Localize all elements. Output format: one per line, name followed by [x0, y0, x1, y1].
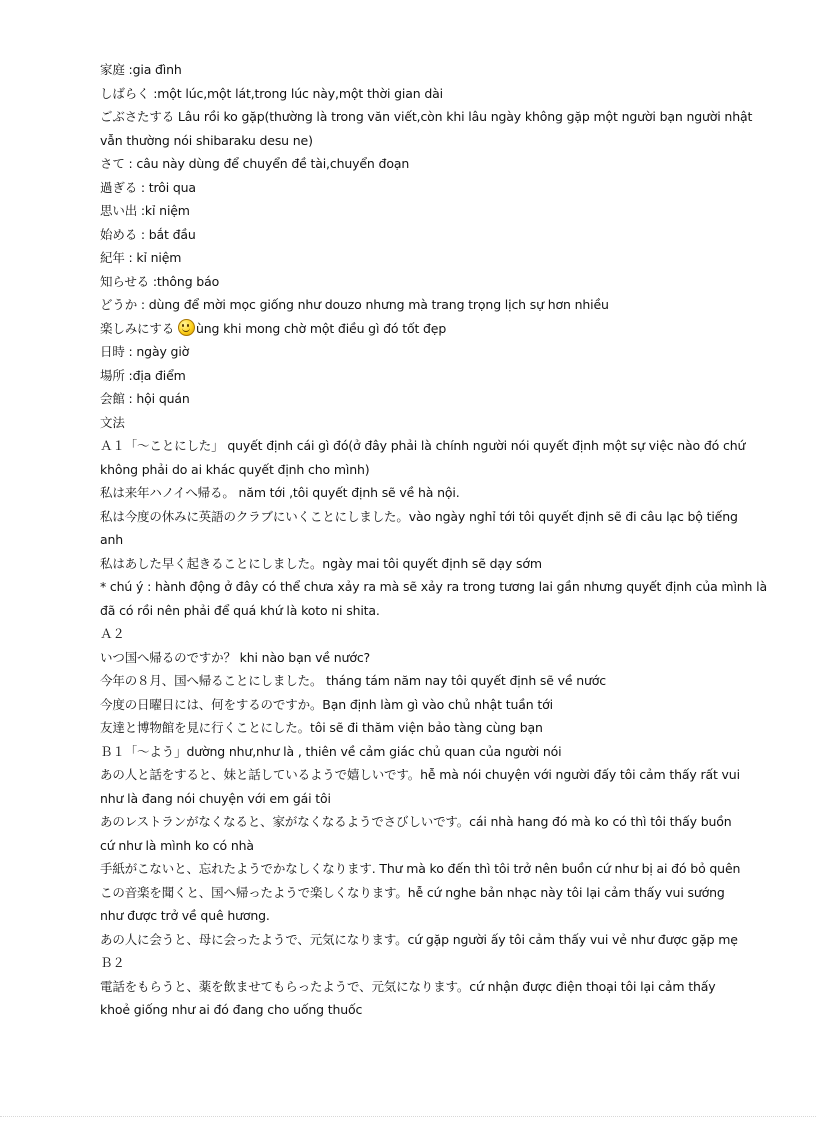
vocab-term-tanoshimi: 楽しみにする: [100, 320, 175, 336]
vocab-line-douka: どうか : dùng để mời mọc giống như douzo nhưng mà trang trọng lịch sự hơn nhiều: [100, 297, 609, 312]
vocab-line-hajimeru: 始める : bắt đầu: [100, 226, 196, 242]
vocab-line-shibaraku: しばらく :một lúc,một lát,trong lúc này,một thời gian dài: [100, 85, 443, 101]
grammar-a2-example-4: 友達と博物館を見に行くことにした。tôi sẽ đi thăm viện bảo tàng cùng bạn: [100, 720, 543, 735]
grammar-b1-example-5: あの人に会うと、母に会ったようで、元気になります。cứ gặp người ấy tôi cảm thấy vui vẻ như được gặp mẹ: [100, 931, 738, 947]
grammar-b1-example-1-cont: như là đang nói chuyện với em gái tôi: [100, 790, 331, 806]
grammar-a1-note: * chú ý : hành động ở đây có thể chưa xảy ra mà sẽ xảy ra trong tương lai gần nhưng quyết định của mình là: [100, 579, 767, 594]
grammar-b2-example-1-cont: khoẻ giống như ai đó đang cho uống thuốc: [100, 1002, 363, 1017]
vocab-line-shiraseru: 知らせる :thông báo: [100, 273, 220, 289]
vocab-line-basho: 場所 :địa điểm: [100, 367, 186, 383]
grammar-a1-example-2-cont: anh: [100, 532, 124, 547]
grammar-a2-example-2: 今年の８月、国へ帰ることにしました。 tháng tám năm nay tôi quyết định sẽ về nước: [100, 673, 607, 688]
grammar-a2-example-3: 今度の日曜日には、何をするのですか。Bạn định làm gì vào chủ nhật tuần tới: [100, 696, 553, 712]
vocab-line-nichiji: 日時 : ngày giờ: [100, 344, 190, 359]
grammar-b1-example-2-cont: cứ như là mình ko có nhà: [100, 837, 254, 853]
grammar-a2-heading: Ａ２: [100, 626, 125, 641]
grammar-b2-example-1: 電話をもらうと、薬を飲ませてもらったようで、元気になります。cứ nhận được điện thoại tôi lại cảm thấy: [100, 978, 716, 994]
vocab-line-kinen: 紀年 : kỉ niệm: [100, 250, 182, 265]
grammar-b1-example-1: あの人と話をすると、妹と話しているようで嬉しいです。hễ mà nói chuyện với người đấy tôi cảm thấy rất vui: [100, 767, 740, 782]
vocab-line-gobusata: ごぶさたする Lâu rồi ko gặp(thường là trong văn viết,còn khi lâu ngày không gặp một người bạn người nhật: [100, 109, 753, 124]
vocab-meaning-tanoshimi: ùng khi mong chờ một điều gì đó tốt đẹp: [195, 320, 447, 336]
vocab-line-omoide: 思い出 :kỉ niệm: [100, 203, 190, 218]
vocab-line-tanoshimi: [100, 317, 760, 341]
grammar-b1-example-4: この音楽を聞くと、国へ帰ったようで楽しくなります。hễ cứ nghe bản nhạc này tôi lại cảm thấy vui sướng: [100, 884, 725, 900]
grammar-b1-example-3: 手紙がこないと、忘れたようでかなしくなります. Thư mà ko đến thì tôi trở nên buồn cứ như bị ai đó bỏ quên: [100, 861, 741, 876]
grammar-a1-example-1: 私は来年ハノイへ帰る。 năm tới ,tôi quyết định sẽ về hà nội.: [100, 485, 460, 500]
vocab-line-sugiru: 過ぎる : trôi qua: [100, 179, 196, 195]
grammar-a1-title: Ａ１「～ことにした」 quyết định cái gì đó(ở đây phải là chính người nói quyết định một sự việc nào đó chứ: [100, 438, 746, 453]
page-bottom-divider: [0, 1116, 816, 1117]
vocab-line-kaikan: 会館 : hội quán: [100, 391, 190, 406]
grammar-b1-example-4-cont: như được trở về quê hương.: [100, 908, 270, 923]
vocab-line-gobusata-cont: vẫn thường nói shibaraku desu ne): [100, 132, 313, 148]
grammar-b2-heading: Ｂ２: [100, 955, 125, 970]
document-body: [100, 58, 767, 1022]
grammar-a1-note-cont: đã có rồi nên phải để quá khứ là koto ni shita.: [100, 602, 380, 618]
grammar-b1-title: Ｂ１「～よう」dường như,như là , thiên về cảm giác chủ quan của người nói: [100, 743, 562, 759]
vocab-line-sate: さて : câu này dùng để chuyển đề tài,chuyển đoạn: [100, 156, 410, 171]
grammar-a2-example-1: いつ国へ帰るのですか？ khi nào bạn về nước?: [100, 649, 371, 665]
grammar-a1-example-3: 私はあした早く起きることにしました。ngày mai tôi quyết định sẽ dạy sớm: [100, 555, 542, 571]
grammar-heading: 文法: [100, 414, 125, 430]
smiley-emoticon-icon: [178, 319, 195, 336]
grammar-a1-title-cont: không phải do ai khác quyết định cho mình): [100, 461, 370, 477]
grammar-b1-example-2: あのレストランがなくなると、家がなくなるようでさびしいです。cái nhà hang đó mà ko có thì tôi thấy buồn: [100, 814, 732, 829]
grammar-a1-example-2: 私は今度の休みに英語のクラブにいくことにしました。vào ngày nghỉ tới tôi quyết định sẽ đi câu lạc bộ tiếng: [100, 508, 738, 524]
vocab-line-katei: 家庭 :gia đình: [100, 62, 182, 77]
